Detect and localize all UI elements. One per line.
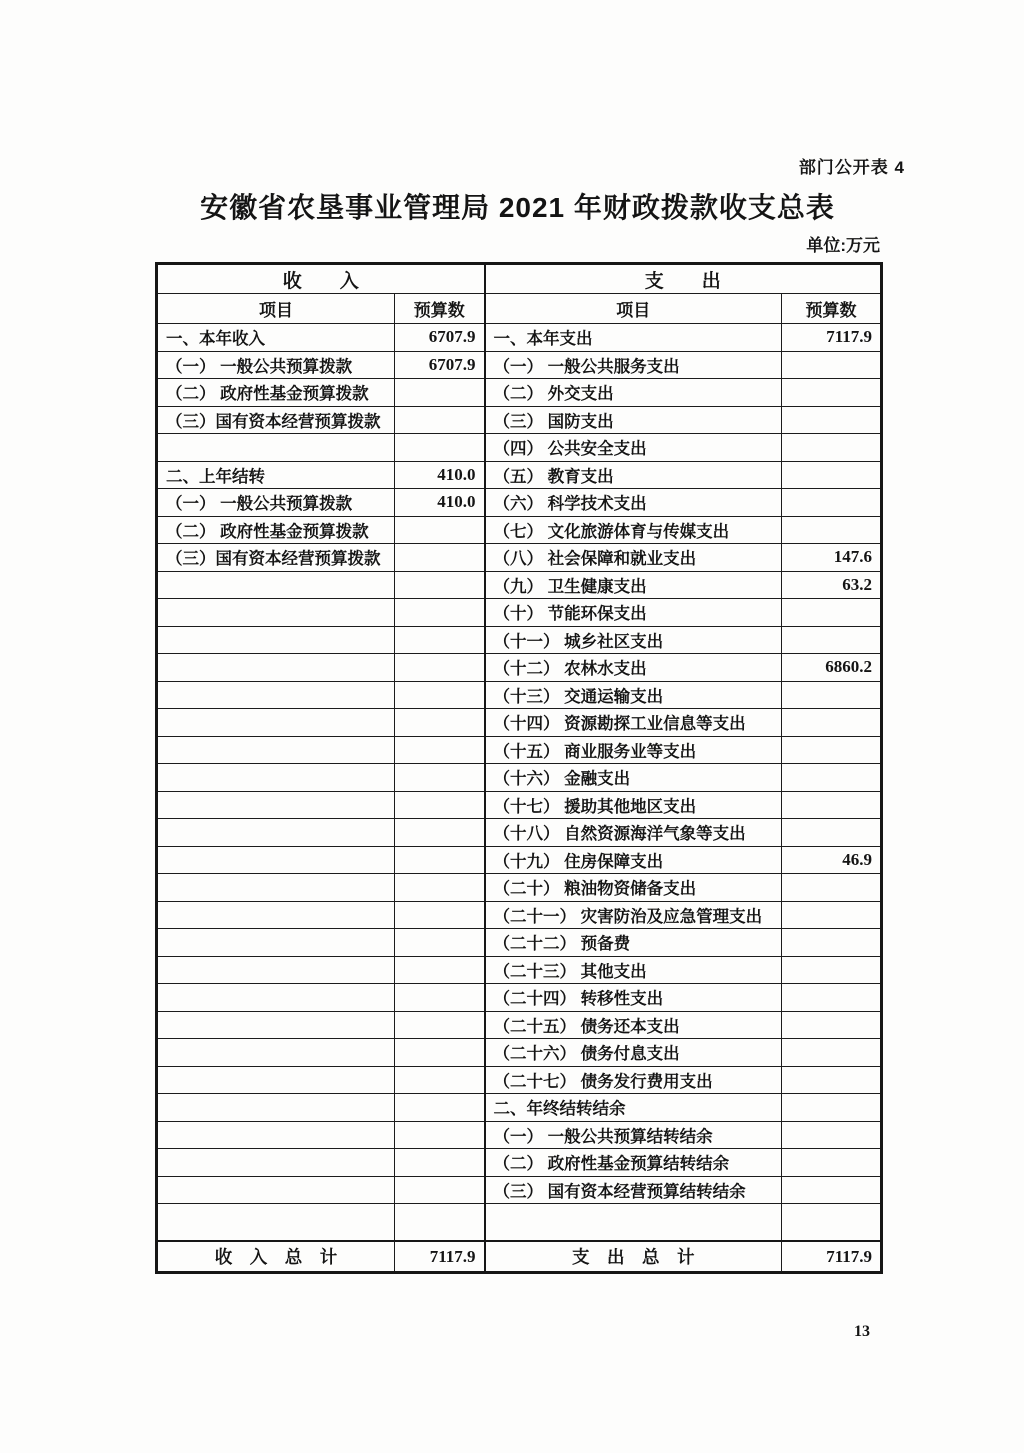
income-value-cell bbox=[395, 709, 485, 737]
income-item-cell bbox=[157, 791, 395, 819]
income-value-cell bbox=[395, 571, 485, 599]
expense-value-cell bbox=[782, 956, 882, 984]
income-value-cell bbox=[395, 1066, 485, 1094]
expense-value-cell bbox=[782, 791, 882, 819]
income-item-cell bbox=[157, 1204, 395, 1242]
expense-item-cell: （十六） 金融支出 bbox=[485, 764, 782, 792]
expense-item-cell: （七） 文化旅游体育与传媒支出 bbox=[485, 516, 782, 544]
income-value-cell bbox=[395, 654, 485, 682]
table-row bbox=[157, 599, 882, 627]
expense-item-cell: 一、本年支出 bbox=[485, 324, 782, 352]
expense-item-cell: （十八） 自然资源海洋气象等支出 bbox=[485, 819, 782, 847]
expense-item-cell bbox=[485, 1204, 782, 1242]
expense-value-cell bbox=[782, 1011, 882, 1039]
expense-value-cell bbox=[782, 709, 882, 737]
table-row bbox=[157, 406, 882, 434]
expense-value-cell bbox=[782, 599, 882, 627]
expense-item-cell: （三） 国防支出 bbox=[485, 406, 782, 434]
expense-item-cell: （二） 政府性基金预算结转结余 bbox=[485, 1149, 782, 1177]
expense-value-cell: 63.2 bbox=[782, 571, 882, 599]
income-value-cell bbox=[395, 736, 485, 764]
unit-label: 单位:万元 bbox=[806, 236, 880, 255]
expense-value-cell: 46.9 bbox=[782, 846, 882, 874]
income-item-cell bbox=[157, 901, 395, 929]
income-budget-column-header: 预算数 bbox=[395, 294, 485, 324]
total-row bbox=[157, 1241, 882, 1273]
income-item-cell bbox=[157, 1149, 395, 1177]
table-row bbox=[157, 681, 882, 709]
income-value-cell bbox=[395, 901, 485, 929]
expense-value-cell: 7117.9 bbox=[782, 324, 882, 352]
expense-item-column-header: 项目 bbox=[485, 294, 782, 324]
expense-value-cell bbox=[782, 681, 882, 709]
expense-value-cell bbox=[782, 351, 882, 379]
income-value-cell bbox=[395, 681, 485, 709]
income-value-cell: 6707.9 bbox=[395, 351, 485, 379]
expense-total-label: 支 出 总 计 bbox=[485, 1241, 782, 1273]
income-value-cell: 410.0 bbox=[395, 461, 485, 489]
income-value-cell bbox=[395, 1121, 485, 1149]
table-row bbox=[157, 1204, 882, 1242]
income-value-cell bbox=[395, 956, 485, 984]
income-value-cell bbox=[395, 929, 485, 957]
income-value-cell bbox=[395, 1204, 485, 1242]
expense-item-cell: （二十） 粮油物资储备支出 bbox=[485, 874, 782, 902]
expense-item-cell: （二十一） 灾害防治及应急管理支出 bbox=[485, 901, 782, 929]
table-row bbox=[157, 709, 882, 737]
expense-item-cell: （一） 一般公共服务支出 bbox=[485, 351, 782, 379]
expense-value-cell bbox=[782, 929, 882, 957]
table-row bbox=[157, 654, 882, 682]
expense-value-cell bbox=[782, 819, 882, 847]
income-value-cell bbox=[395, 626, 485, 654]
expense-value-cell: 6860.2 bbox=[782, 654, 882, 682]
income-item-cell bbox=[157, 1121, 395, 1149]
expense-item-cell: （十） 节能环保支出 bbox=[485, 599, 782, 627]
table-row bbox=[157, 489, 882, 517]
table-row bbox=[157, 1039, 882, 1067]
income-item-cell bbox=[157, 736, 395, 764]
table-row bbox=[157, 956, 882, 984]
income-item-cell bbox=[157, 681, 395, 709]
income-item-cell: （三）国有资本经营预算拨款 bbox=[157, 544, 395, 572]
expense-item-cell: 二、年终结转结余 bbox=[485, 1094, 782, 1122]
income-item-cell bbox=[157, 956, 395, 984]
income-item-cell: （二） 政府性基金预算拨款 bbox=[157, 516, 395, 544]
expense-value-cell bbox=[782, 764, 882, 792]
income-item-cell bbox=[157, 929, 395, 957]
column-header-row bbox=[157, 294, 882, 324]
income-item-cell bbox=[157, 1011, 395, 1039]
section-header-row bbox=[157, 264, 882, 294]
income-value-cell bbox=[395, 1011, 485, 1039]
table-row bbox=[157, 571, 882, 599]
income-total-value: 7117.9 bbox=[395, 1241, 485, 1273]
table-row bbox=[157, 874, 882, 902]
page-title: 安徽省农垦事业管理局 2021 年财政拨款收支总表 bbox=[200, 192, 835, 223]
table-row bbox=[157, 1011, 882, 1039]
expense-item-cell: （十二） 农林水支出 bbox=[485, 654, 782, 682]
expense-value-cell bbox=[782, 1121, 882, 1149]
expense-item-cell: （二十六） 债务付息支出 bbox=[485, 1039, 782, 1067]
page-number: 13 bbox=[854, 1323, 870, 1340]
income-item-cell: （三）国有资本经营预算拨款 bbox=[157, 406, 395, 434]
expense-item-cell: （二） 外交支出 bbox=[485, 379, 782, 407]
income-item-cell bbox=[157, 434, 395, 462]
income-item-cell: （一） 一般公共预算拨款 bbox=[157, 489, 395, 517]
expense-item-cell: （十四） 资源勘探工业信息等支出 bbox=[485, 709, 782, 737]
table-row bbox=[157, 984, 882, 1012]
income-value-cell bbox=[395, 1149, 485, 1177]
expense-item-cell: （二十七） 债务发行费用支出 bbox=[485, 1066, 782, 1094]
expense-value-cell bbox=[782, 406, 882, 434]
income-value-cell: 410.0 bbox=[395, 489, 485, 517]
income-value-cell bbox=[395, 406, 485, 434]
income-value-cell bbox=[395, 544, 485, 572]
table-row bbox=[157, 1149, 882, 1177]
table-row bbox=[157, 791, 882, 819]
expense-item-cell: （三） 国有资本经营预算结转结余 bbox=[485, 1176, 782, 1204]
table-body bbox=[157, 324, 882, 1242]
expense-value-cell bbox=[782, 736, 882, 764]
table-row bbox=[157, 901, 882, 929]
expense-item-cell: （九） 卫生健康支出 bbox=[485, 571, 782, 599]
income-value-cell bbox=[395, 1094, 485, 1122]
income-value-cell bbox=[395, 379, 485, 407]
table-row bbox=[157, 461, 882, 489]
table-row bbox=[157, 379, 882, 407]
expense-item-cell: （一） 一般公共预算结转结余 bbox=[485, 1121, 782, 1149]
income-item-cell bbox=[157, 654, 395, 682]
income-item-cell: 一、本年收入 bbox=[157, 324, 395, 352]
expense-item-cell: （十九） 住房保障支出 bbox=[485, 846, 782, 874]
table-row bbox=[157, 516, 882, 544]
expense-value-cell bbox=[782, 1149, 882, 1177]
expense-value-cell bbox=[782, 1039, 882, 1067]
income-section-header: 收 入 bbox=[157, 264, 485, 294]
income-value-cell bbox=[395, 819, 485, 847]
expense-item-cell: （十五） 商业服务业等支出 bbox=[485, 736, 782, 764]
income-item-cell bbox=[157, 1176, 395, 1204]
income-item-cell bbox=[157, 599, 395, 627]
expense-item-cell: （十七） 援助其他地区支出 bbox=[485, 791, 782, 819]
income-item-cell bbox=[157, 1039, 395, 1067]
income-item-cell bbox=[157, 1094, 395, 1122]
expense-value-cell bbox=[782, 1066, 882, 1094]
expense-item-cell: （四） 公共安全支出 bbox=[485, 434, 782, 462]
income-value-cell bbox=[395, 764, 485, 792]
income-value-cell bbox=[395, 1039, 485, 1067]
expense-value-cell bbox=[782, 434, 882, 462]
income-item-cell bbox=[157, 846, 395, 874]
income-item-cell bbox=[157, 984, 395, 1012]
income-item-cell bbox=[157, 709, 395, 737]
income-value-cell bbox=[395, 434, 485, 462]
budget-table bbox=[155, 262, 883, 1274]
income-item-cell bbox=[157, 626, 395, 654]
income-value-cell bbox=[395, 846, 485, 874]
expense-value-cell bbox=[782, 1204, 882, 1242]
expense-value-cell bbox=[782, 1094, 882, 1122]
income-item-cell: （二） 政府性基金预算拨款 bbox=[157, 379, 395, 407]
expense-item-cell: （二十五） 债务还本支出 bbox=[485, 1011, 782, 1039]
expense-value-cell bbox=[782, 626, 882, 654]
income-value-cell: 6707.9 bbox=[395, 324, 485, 352]
table-row bbox=[157, 1121, 882, 1149]
income-value-cell bbox=[395, 516, 485, 544]
income-value-cell bbox=[395, 1176, 485, 1204]
expense-item-cell: （二十二） 预备费 bbox=[485, 929, 782, 957]
expense-value-cell bbox=[782, 984, 882, 1012]
expense-value-cell: 147.6 bbox=[782, 544, 882, 572]
expense-value-cell bbox=[782, 1176, 882, 1204]
expense-item-cell: （二十三） 其他支出 bbox=[485, 956, 782, 984]
income-item-column-header: 项目 bbox=[157, 294, 395, 324]
income-total-label: 收 入 总 计 bbox=[157, 1241, 395, 1273]
income-item-cell bbox=[157, 764, 395, 792]
income-value-cell bbox=[395, 874, 485, 902]
expense-value-cell bbox=[782, 874, 882, 902]
income-value-cell bbox=[395, 599, 485, 627]
expense-value-cell bbox=[782, 901, 882, 929]
corner-label: 部门公开表 4 bbox=[798, 158, 905, 177]
table-row bbox=[157, 626, 882, 654]
expense-value-cell bbox=[782, 489, 882, 517]
income-item-cell bbox=[157, 874, 395, 902]
expense-item-cell: （六） 科学技术支出 bbox=[485, 489, 782, 517]
expense-value-cell bbox=[782, 516, 882, 544]
table-row bbox=[157, 351, 882, 379]
income-value-cell bbox=[395, 984, 485, 1012]
table-row bbox=[157, 736, 882, 764]
expense-item-cell: （十一） 城乡社区支出 bbox=[485, 626, 782, 654]
income-item-cell: 二、上年结转 bbox=[157, 461, 395, 489]
expense-section-header: 支 出 bbox=[485, 264, 882, 294]
income-item-cell bbox=[157, 819, 395, 847]
income-value-cell bbox=[395, 791, 485, 819]
table-row bbox=[157, 819, 882, 847]
table-row bbox=[157, 434, 882, 462]
table-row bbox=[157, 324, 882, 352]
income-item-cell bbox=[157, 571, 395, 599]
expense-item-cell: （五） 教育支出 bbox=[485, 461, 782, 489]
table-row bbox=[157, 1066, 882, 1094]
expense-total-value: 7117.9 bbox=[782, 1241, 882, 1273]
table-row bbox=[157, 544, 882, 572]
expense-item-cell: （十三） 交通运输支出 bbox=[485, 681, 782, 709]
expense-item-cell: （八） 社会保障和就业支出 bbox=[485, 544, 782, 572]
table-row bbox=[157, 1094, 882, 1122]
expense-value-cell bbox=[782, 379, 882, 407]
expense-item-cell: （二十四） 转移性支出 bbox=[485, 984, 782, 1012]
expense-value-cell bbox=[782, 461, 882, 489]
income-item-cell: （一） 一般公共预算拨款 bbox=[157, 351, 395, 379]
income-item-cell bbox=[157, 1066, 395, 1094]
table-row bbox=[157, 846, 882, 874]
table-row bbox=[157, 929, 882, 957]
table-row bbox=[157, 764, 882, 792]
table-row bbox=[157, 1176, 882, 1204]
expense-budget-column-header: 预算数 bbox=[782, 294, 882, 324]
